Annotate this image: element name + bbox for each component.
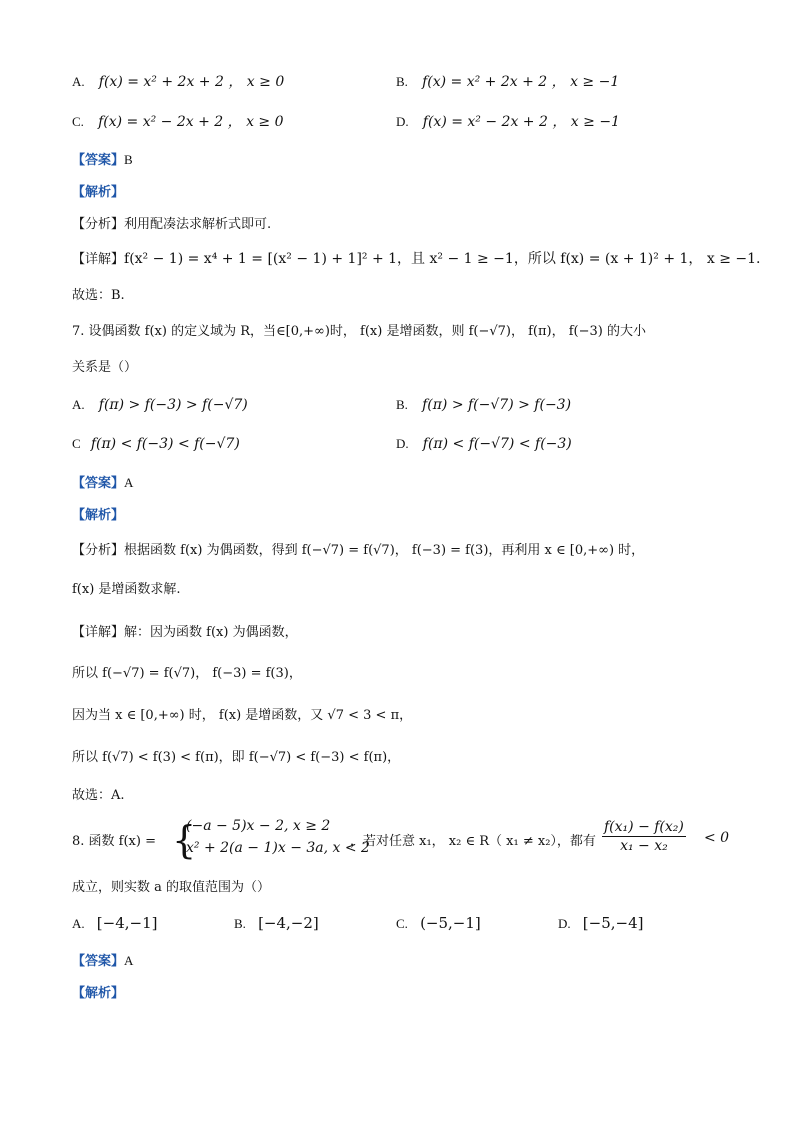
option-label: D.: [558, 916, 571, 931]
fraction-denominator: x₁ − x₂: [620, 838, 668, 854]
option-label: C.: [396, 916, 408, 931]
fenxi-text: 利用配凑法求解析式即可.: [124, 217, 272, 232]
q7-stem-line2: [72, 358, 137, 378]
fenxi-label: 【分析】: [72, 216, 125, 231]
fenxi-label: 【分析】: [72, 543, 125, 558]
detail-label: 【详解】: [72, 625, 125, 640]
option-text: (−5,−1]: [420, 914, 481, 932]
q7-option-b: [396, 395, 571, 416]
q7-option-c: [72, 434, 240, 455]
q7-option-a: [72, 395, 248, 416]
answer-label: 【答案】: [72, 475, 125, 490]
q8-stem-line2: [72, 878, 270, 898]
q8-stem-line1: [72, 817, 752, 863]
piecewise-case-1: (−a − 5)x − 2, x ≥ 2: [186, 818, 331, 834]
question-stem: 关系是（）: [72, 360, 138, 375]
q6-detail: [72, 249, 760, 270]
answer-value: B: [124, 152, 133, 167]
option-text: f(x) = x² + 2x + 2 ， x ≥ 0: [98, 74, 285, 90]
option-label: A.: [72, 916, 85, 931]
analysis-label: 【解析】: [72, 184, 125, 199]
question-stem-prefix: 8. 函数 f(x) =: [72, 834, 156, 849]
q6-option-c: [72, 112, 284, 133]
q7-conclusion: [72, 786, 125, 806]
q7-stem-line1: [72, 322, 646, 342]
option-text: f(π) < f(−3) < f(−√7): [90, 436, 240, 452]
detail-text: 解：因为函数 f(x) 为偶函数，: [124, 625, 298, 640]
option-label: B.: [396, 74, 408, 89]
answer-label: 【答案】: [72, 152, 125, 167]
q8-option-b: [234, 913, 319, 935]
detail-label: 【详解】: [72, 252, 125, 267]
q6-option-d: [396, 112, 620, 133]
option-text: f(π) > f(−√7) > f(−3): [422, 397, 572, 413]
q8-option-a: [72, 913, 157, 935]
q7-detail-line1: [72, 623, 298, 643]
q6-answer: [72, 150, 133, 171]
q6-conclusion: [72, 286, 125, 306]
option-text: [−4,−2]: [258, 914, 319, 932]
option-label: C.: [72, 114, 84, 129]
q6-option-b: [396, 72, 619, 93]
q7-answer: [72, 473, 133, 494]
fenxi-text: 根据函数 f(x) 为偶函数，得到 f(−√7) = f(√7)， f(−3) = f(3)，再利用 x ∈ [0,+∞) 时，: [124, 543, 645, 558]
question-stem: 成立，则实数 a 的取值范围为（）: [72, 880, 271, 895]
q6-option-a: [72, 72, 284, 93]
detail-text: 因为当 x ∈ [0,+∞) 时， f(x) 是增函数，又 √7 < 3 < π，: [72, 708, 413, 723]
option-label: B.: [396, 397, 408, 412]
detail-text: 所以 f(−√7) = f(√7)， f(−3) = f(3)，: [72, 666, 302, 681]
q6-fenxi: [72, 214, 271, 235]
option-text: f(x) = x² + 2x + 2 ， x ≥ −1: [422, 74, 620, 90]
option-label: A.: [72, 74, 85, 89]
conclusion-text: 故选：B.: [72, 288, 125, 303]
piecewise-brace: {: [172, 818, 197, 862]
option-text: [−5,−4]: [582, 914, 644, 932]
fraction: [602, 819, 686, 854]
conclusion-text: 故选：A.: [72, 788, 125, 803]
option-text: f(π) > f(−3) > f(−√7): [98, 397, 248, 413]
question-stem: 7. 设偶函数 f(x) 的定义域为 R，当∈[0,+∞)时， f(x) 是增函数，则 f(−√7)， f(π)， f(−3) 的大小: [72, 324, 646, 339]
q7-fenxi-line2: [72, 580, 181, 600]
q8-option-c: [396, 913, 481, 935]
q8-analysis-heading: [72, 983, 124, 1004]
analysis-label: 【解析】: [72, 985, 125, 1000]
question-stem-middle: ，若对任意 x₁， x₂ ∈ R（ x₁ ≠ x₂），都有: [350, 834, 596, 849]
option-label: D.: [396, 436, 409, 451]
q7-detail-line2: [72, 664, 302, 684]
fraction-numerator: f(x₁) − f(x₂): [604, 819, 684, 835]
q7-option-d: [396, 434, 572, 455]
piecewise-case-2: x² + 2(a − 1)x − 3a, x < 2: [186, 840, 370, 856]
option-label: D.: [396, 114, 409, 129]
q7-detail-line4: [72, 748, 400, 768]
detail-text: 所以 f(√7) < f(3) < f(π)，即 f(−√7) < f(−3) < f(π)，: [72, 750, 401, 765]
option-text: f(x) = x² − 2x + 2 ， x ≥ 0: [98, 114, 284, 130]
fenxi-text: f(x) 是增函数求解.: [72, 582, 181, 597]
q7-analysis-heading: [72, 505, 124, 526]
option-label: C: [72, 436, 81, 451]
option-text: f(π) < f(−√7) < f(−3): [422, 436, 572, 452]
analysis-label: 【解析】: [72, 507, 125, 522]
answer-label: 【答案】: [72, 953, 125, 968]
q8-answer: [72, 951, 133, 972]
detail-text: f(x² − 1) = x⁴ + 1 = [(x² − 1) + 1]² + 1，且 x² − 1 ≥ −1，所以 f(x) = (x + 1)² + 1， x ≥ −1.: [124, 251, 761, 267]
option-label: A.: [72, 397, 85, 412]
option-text: f(x) = x² − 2x + 2 ， x ≥ −1: [422, 114, 620, 130]
q8-option-d: [558, 913, 643, 935]
question-stem-suffix: < 0: [704, 830, 730, 846]
option-label: B.: [234, 916, 246, 931]
q6-analysis-heading: [72, 182, 124, 203]
q7-fenxi-line1: [72, 541, 644, 561]
q7-detail-line3: [72, 706, 412, 726]
option-text: [−4,−1]: [96, 914, 158, 932]
answer-value: A: [124, 953, 134, 968]
answer-value: A: [124, 475, 134, 490]
